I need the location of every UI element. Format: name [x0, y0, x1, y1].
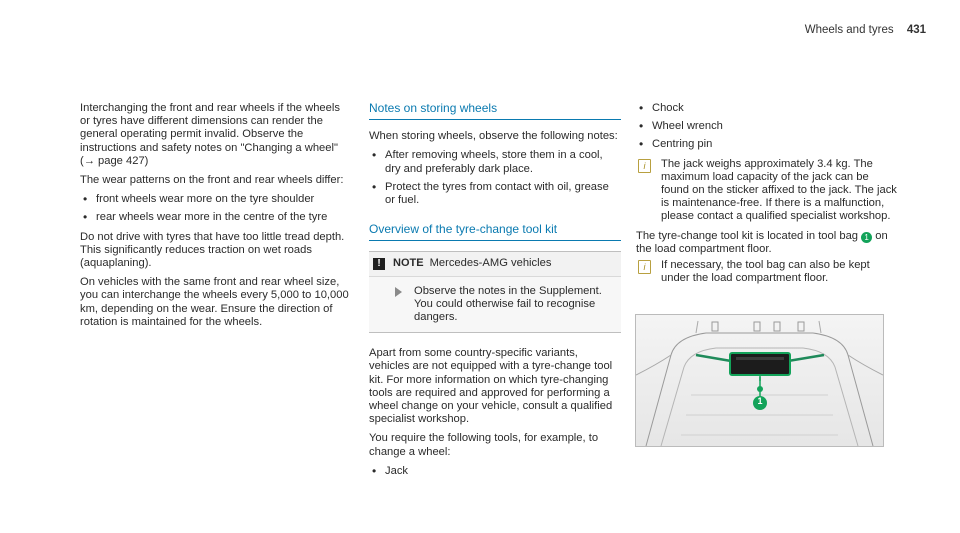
- list-item: • rear wheels wear more in the centre of the tyre: [80, 211, 350, 224]
- info-text: The jack weighs approximately 3.4 kg. The maximum load capacity of the jack can be found on the sticker affixed to the jack. The jack is maintenance-free. If there is a malfunction, please contact a qualified specialist workshop.: [661, 157, 897, 223]
- note-body: [369, 277, 621, 333]
- info-text: If necessary, the tool bag can also be kept under the load compartment floor.: [661, 259, 870, 285]
- paragraph-text: on the load compartment floor.: [636, 229, 888, 255]
- info-icon: i: [638, 159, 651, 173]
- list-item: • Wheel wrench: [636, 120, 898, 133]
- paragraph: Interchanging the front and rear wheels if the wheels or tyres have different dimensions can render the general operating permit invalid. Observe the instructions and safety notes on "Changing a wheel" (→ page 427): [80, 102, 340, 167]
- list-item: • After removing wheels, store them in a cool, dry and preferably dark place.: [369, 149, 621, 175]
- callout-badge: 1: [861, 232, 872, 243]
- info-note: [636, 259, 898, 285]
- bullet-list: [369, 149, 621, 207]
- paragraph: The wear patterns on the front and rear wheels differ:: [80, 174, 344, 187]
- list-item: • Jack: [369, 465, 621, 478]
- note-keyword: NOTE: [393, 257, 424, 270]
- column-3: [636, 102, 898, 291]
- list-item: • Centring pin: [636, 138, 898, 151]
- bullet-list: [636, 102, 898, 152]
- section-title-toolkit: Overview of the tyre-change tool kit: [369, 223, 621, 241]
- paragraph-text: The tyre-change tool kit is located in tool bag: [636, 229, 859, 242]
- page-header: [805, 24, 926, 36]
- page-number: 431: [906, 24, 926, 36]
- tool-bag-illustration: [635, 314, 884, 447]
- column-1: [80, 102, 350, 335]
- load-compartment-drawing: [636, 315, 883, 446]
- note-title: Mercedes-AMG vehicles: [429, 257, 552, 270]
- bullet-list: [369, 465, 621, 478]
- bullet-list: [80, 193, 350, 224]
- paragraph: When storing wheels, observe the following notes:: [369, 130, 618, 143]
- list-item: • Protect the tyres from contact with oil, grease or fuel.: [369, 181, 621, 207]
- paragraph: Apart from some country-specific variants, vehicles are not equipped with a tyre-change tool kit. For more information on which tyre-changing tools are required and approved for performing a wheel change on your vehicle, consult a qualified specialist workshop.: [369, 347, 613, 426]
- note-box: [369, 251, 621, 333]
- list-item: • front wheels wear more on the tyre shoulder: [80, 193, 350, 206]
- header-title: Wheels and tyres: [804, 24, 894, 36]
- column-2: [369, 102, 621, 484]
- paragraph: [636, 230, 898, 256]
- paragraph: You require the following tools, for example, to change a wheel:: [369, 432, 599, 458]
- callout-badge-label: 1: [757, 396, 763, 406]
- note-header: [369, 252, 621, 276]
- section-title-storing: Notes on storing wheels: [369, 102, 621, 120]
- triangle-arrow-icon: [395, 287, 402, 297]
- warning-icon: !: [373, 258, 385, 270]
- paragraph: Do not drive with tyres that have too little tread depth. This significantly reduces traction on wet roads (aquaplaning).: [80, 230, 345, 270]
- note-text: Observe the notes in the Supplement. You could otherwise fail to recognise dangers.: [414, 284, 602, 324]
- info-note: [636, 158, 898, 224]
- info-icon: i: [638, 260, 651, 274]
- list-item: • Chock: [636, 102, 898, 115]
- paragraph: On vehicles with the same front and rear wheel size, you can interchange the wheels every 5,000 to 10,000 km, depending on the wear. Ensure the direction of rotation is maintained for the wheels.: [80, 276, 349, 328]
